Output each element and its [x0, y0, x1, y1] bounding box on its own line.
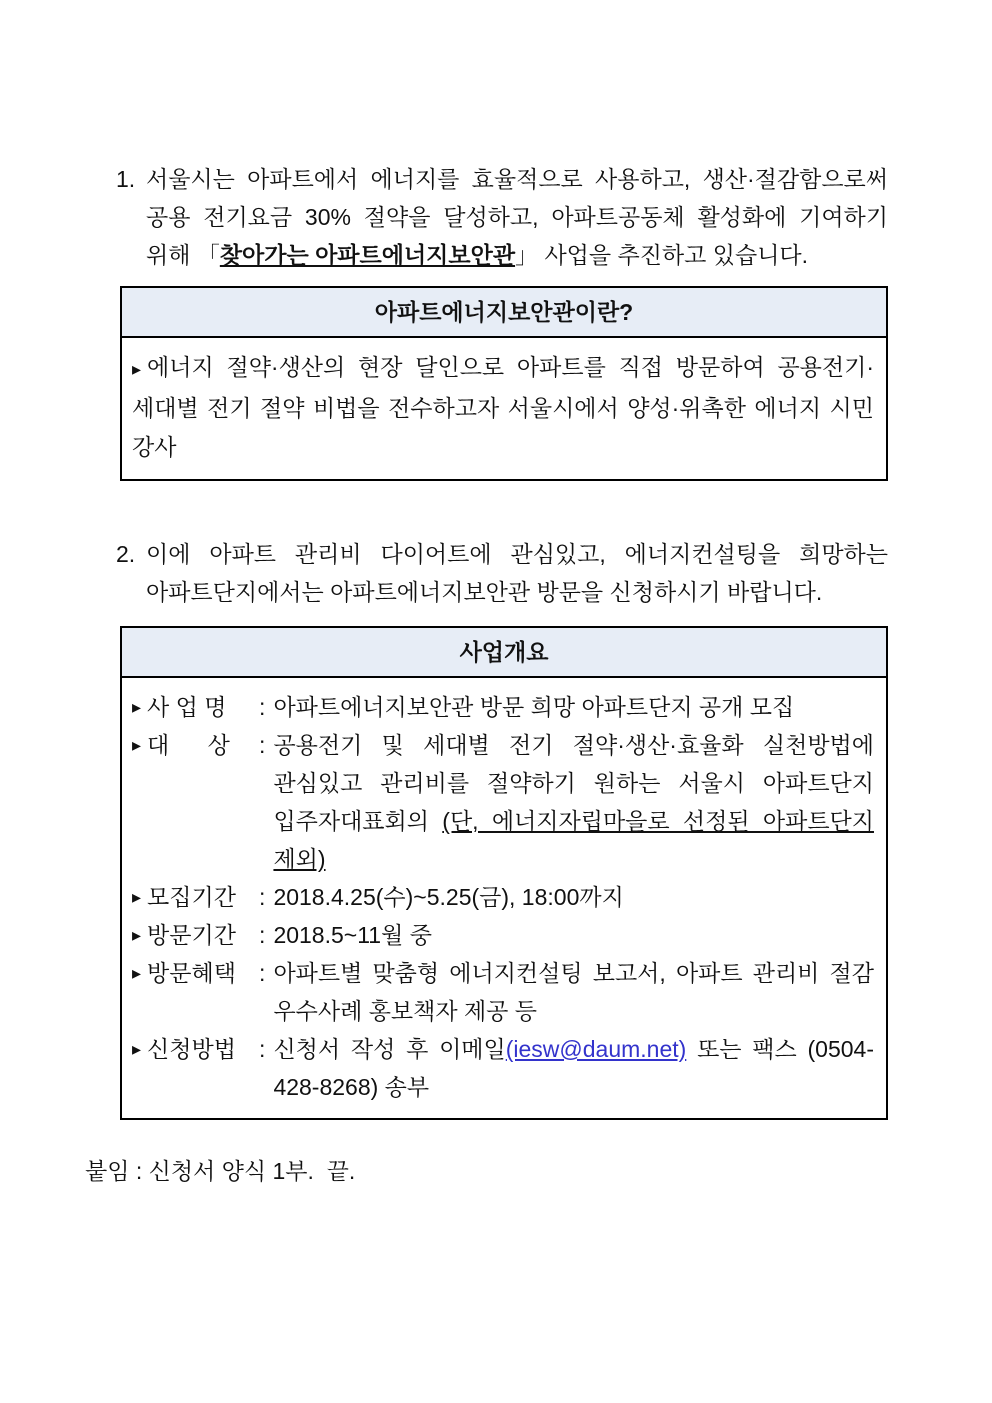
- item-content: 2018.5~11월 중: [273, 922, 432, 948]
- overview-item-target: [132, 726, 874, 878]
- paragraph-2: [116, 535, 888, 611]
- triangle-bullet-icon: ▸: [132, 1039, 142, 1059]
- paragraph-1-number: 1.: [116, 166, 136, 192]
- overview-box-body: [122, 678, 886, 1118]
- definition-box-title: 아파트에너지보안관이란?: [122, 288, 886, 338]
- definition-box-text: 에너지 절약·생산의 현장 달인으로 아파트를 직접 방문하여 공용전기·세대별 전기 절약 비법을 전수하고자 서울시에서 양성·위촉한 에너지 시민 강사: [132, 354, 874, 460]
- item-colon: :: [259, 1036, 266, 1062]
- overview-item-visit-period: [132, 916, 874, 954]
- paragraph-1: [116, 160, 888, 274]
- definition-box: [120, 286, 888, 481]
- paragraph-1-text-after: 」 사업을 추진하고 있습니다.: [515, 242, 809, 268]
- item-content: [273, 1030, 874, 1106]
- item-label: 방문혜택: [147, 960, 236, 986]
- program-name-emphasis: 찾아가는 아파트에너지보안관: [219, 242, 516, 268]
- item-content: 아파트별 맞춤형 에너지컨설팅 보고서, 아파트 관리비 절감 우수사례 홍보책자 제공 등: [273, 960, 874, 1024]
- paragraph-2-number: 2.: [116, 541, 136, 567]
- overview-item-apply-method: [132, 1030, 874, 1106]
- item-label: 방문기간: [147, 922, 236, 948]
- item-label: 모집기간: [147, 884, 236, 910]
- item-colon: :: [259, 922, 266, 948]
- overview-box-title: 사업개요: [122, 628, 886, 678]
- triangle-bullet-icon: ▸: [132, 697, 142, 717]
- triangle-bullet-icon: ▸: [132, 359, 142, 379]
- item-label: 대 상: [147, 732, 230, 758]
- item-colon: :: [259, 960, 266, 986]
- paragraph-2-text: 이에 아파트 관리비 다이어트에 관심있고, 에너지컨설팅을 희망하는 아파트단지에서는 아파트에너지보안관 방문을 신청하시기 바랍니다.: [146, 541, 888, 605]
- overview-item-recruit-period: [132, 878, 874, 916]
- overview-item-visit-benefit: [132, 954, 874, 1030]
- triangle-bullet-icon: ▸: [132, 735, 142, 755]
- email-link[interactable]: (iesw@daum.net): [505, 1036, 687, 1062]
- triangle-bullet-icon: ▸: [132, 925, 142, 945]
- target-exclusion-note: (단, 에너지자립마을로 선정된 아파트단지 제외): [273, 808, 874, 872]
- item-label: 신청방법: [147, 1036, 236, 1062]
- apply-text-after: 또는 팩스 (0504-428-8268) 송부: [273, 1036, 874, 1100]
- item-colon: :: [259, 732, 266, 758]
- item-colon: :: [259, 884, 266, 910]
- apply-text-before: 신청서 작성 후 이메일: [273, 1036, 506, 1062]
- paragraph-1-text-before: 서울시는 아파트에서 에너지를 효율적으로 사용하고, 생산·절감함으로써 공용 전기요금 30% 절약을 달성하고, 아파트공동체 활성화에 기여하기 위해 「: [146, 166, 888, 268]
- item-colon: :: [259, 694, 266, 720]
- item-content: [273, 726, 874, 878]
- paragraph-1-text: [146, 160, 888, 274]
- definition-box-body: [122, 338, 886, 479]
- target-text: 공용전기 및 세대별 전기 절약·생산·효율화 실천방법에 관심있고 관리비를 절약하기 원하는 서울시 아파트단지 입주자대표회의: [273, 732, 874, 834]
- triangle-bullet-icon: ▸: [132, 887, 142, 907]
- item-content: 아파트에너지보안관 방문 희망 아파트단지 공개 모집: [273, 694, 795, 720]
- overview-item-project-name: [132, 688, 874, 726]
- overview-box: [120, 626, 888, 1120]
- closing-line: 붙임 : 신청서 양식 1부. 끝.: [85, 1158, 356, 1184]
- item-content: 2018.4.25(수)~5.25(금), 18:00까지: [273, 884, 624, 910]
- item-label: 사 업 명: [147, 694, 227, 720]
- triangle-bullet-icon: ▸: [132, 963, 142, 983]
